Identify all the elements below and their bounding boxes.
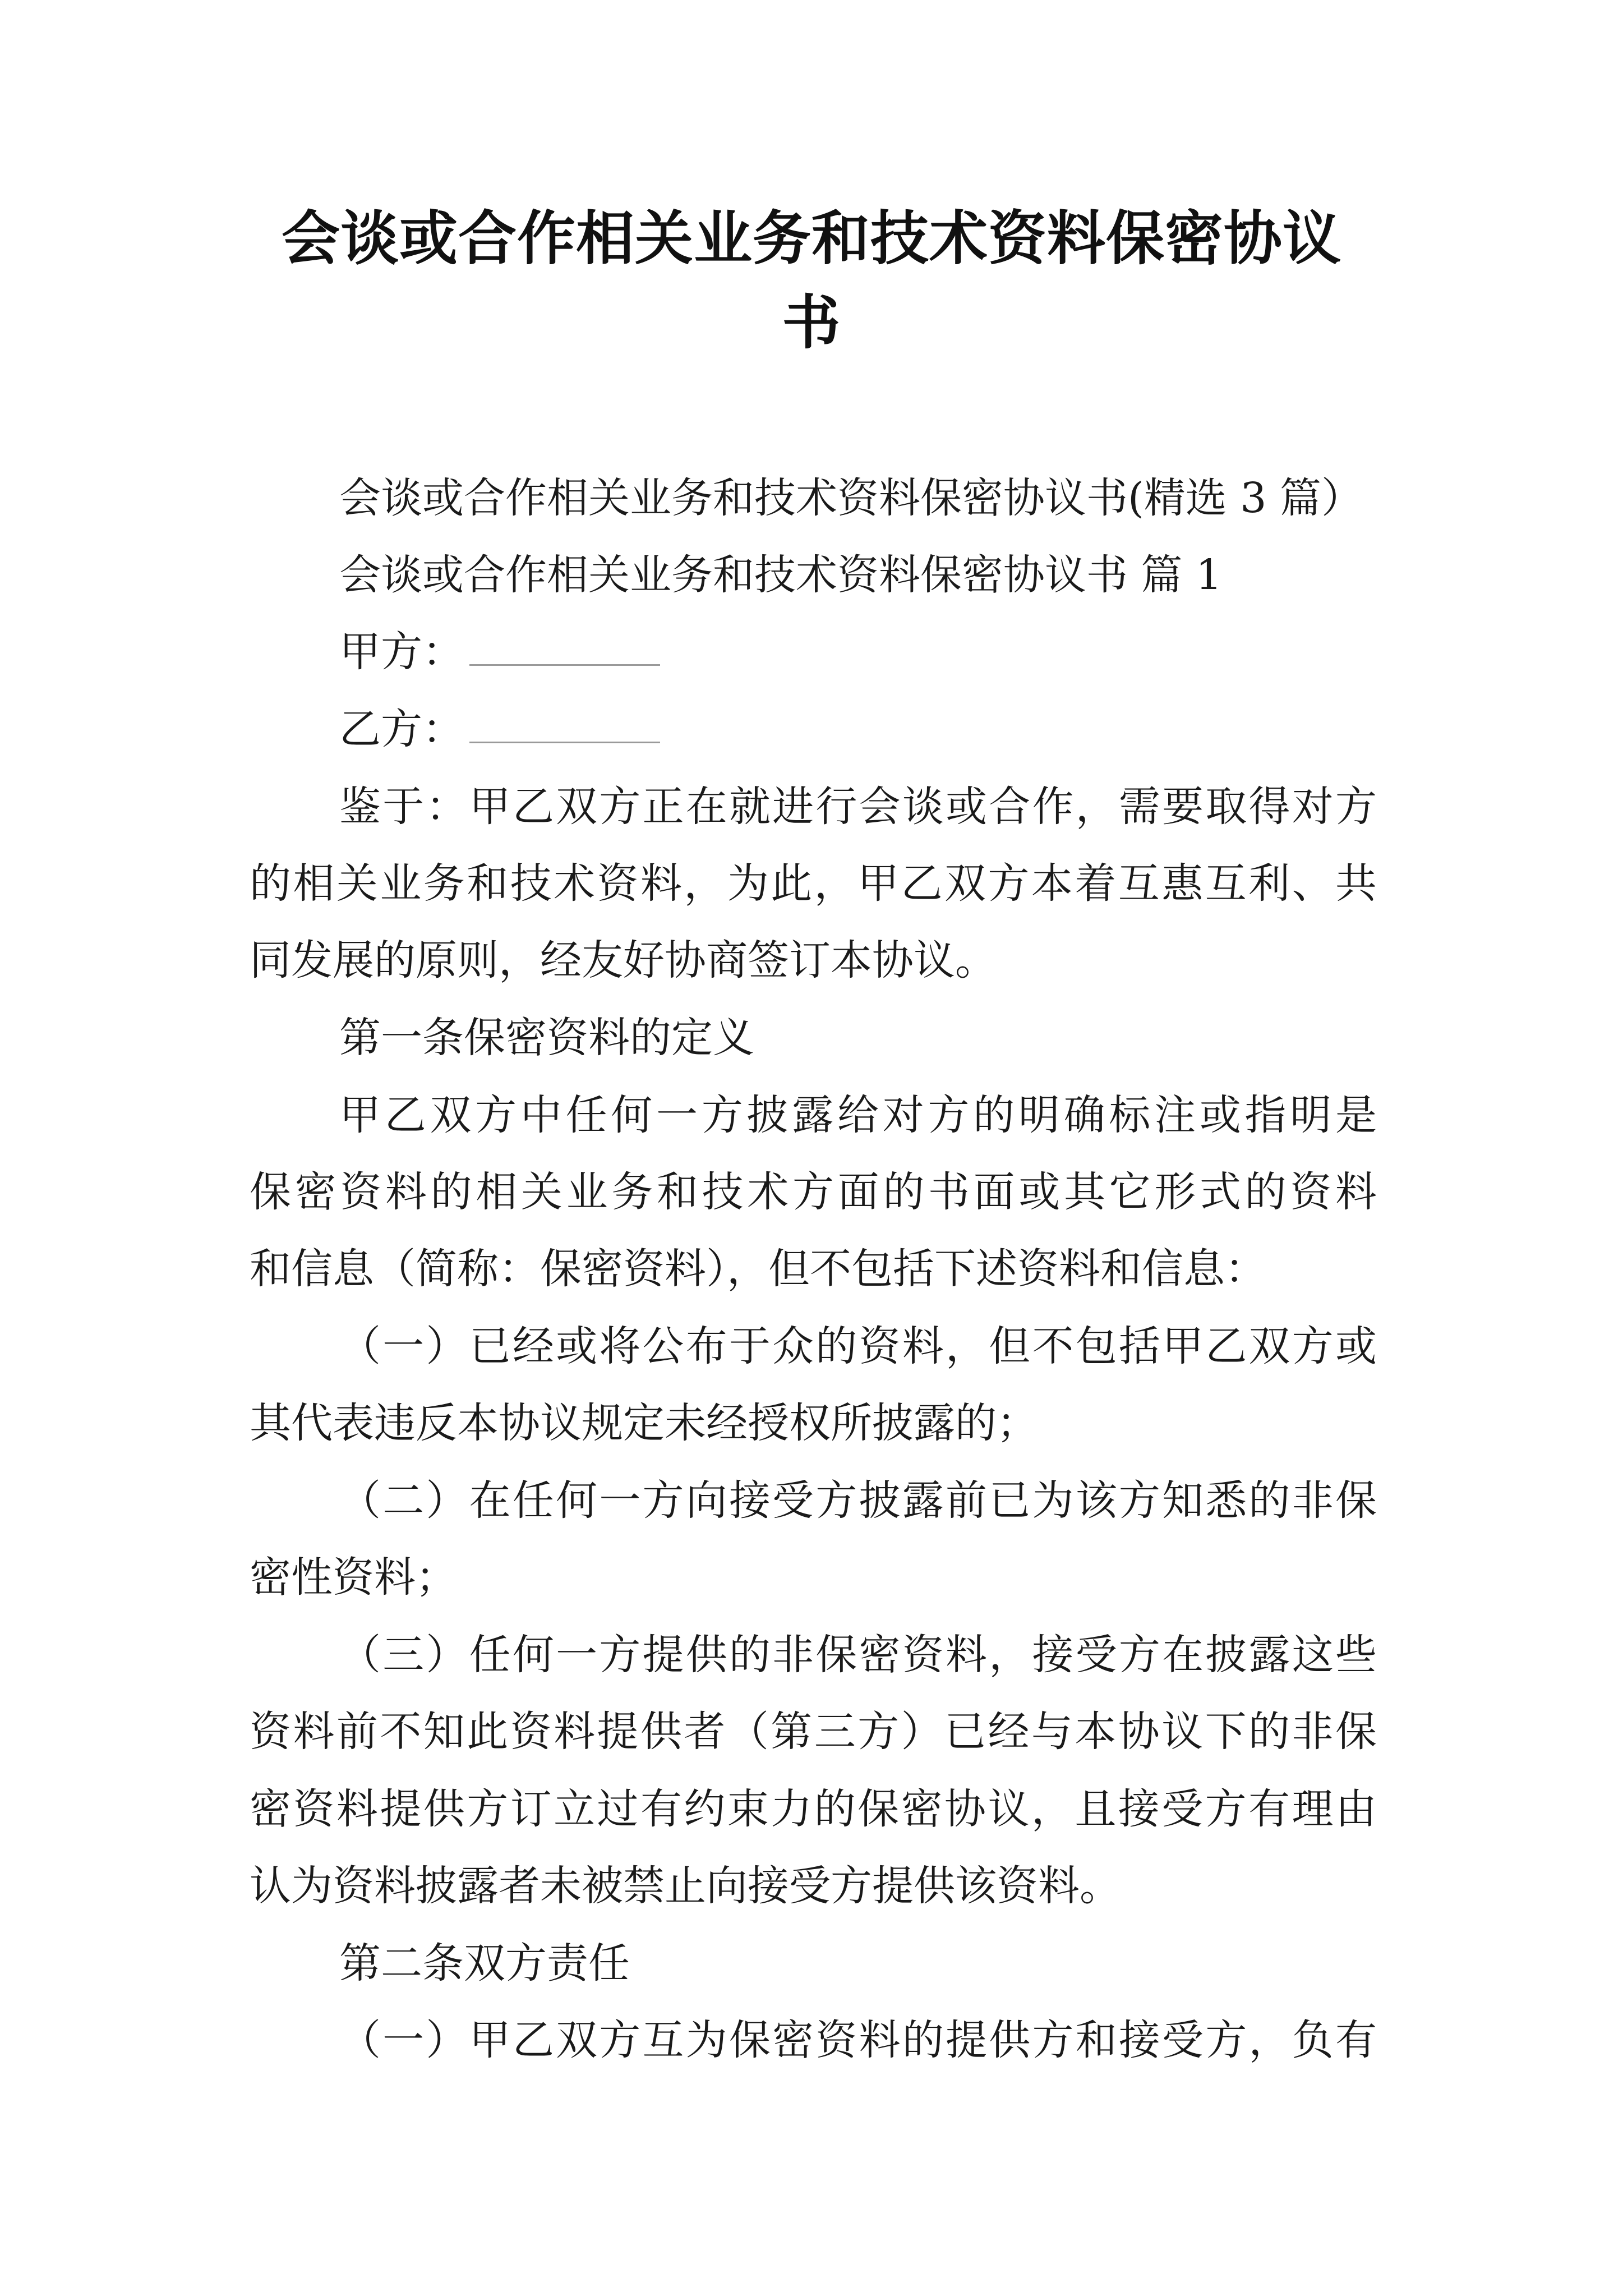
intro-heading: 会谈或合作相关业务和技术资料保密协议书(精选 3 篇） <box>339 474 1363 522</box>
article-1-heading: 第一条保密资料的定义 <box>339 1014 754 1062</box>
body-line: 鉴于：甲乙双方正在就进行会谈或合作，需要取得对方 <box>339 783 1377 831</box>
party-b-blank <box>469 707 660 743</box>
article-2-heading: 第二条双方责任 <box>339 1939 630 1987</box>
body-line: 密资料提供方订立过有约束力的保密协议，且接受方有理由 <box>250 1785 1377 1833</box>
party-b-line <box>339 701 660 757</box>
intro-subheading: 会谈或合作相关业务和技术资料保密协议书 篇 1 <box>339 551 1223 599</box>
document-title-line-2: 书 <box>782 288 841 357</box>
party-a-line <box>339 624 660 680</box>
party-b-label: 乙方： <box>339 705 464 753</box>
body-line: 其代表违反本协议规定未经授权所披露的； <box>250 1399 1038 1447</box>
body-line: 和信息（简称：保密资料），但不包括下述资料和信息： <box>250 1245 1266 1293</box>
body-line: （一）已经或将公布于众的资料，但不包括甲乙双方或 <box>339 1322 1377 1370</box>
body-line: （一）甲乙双方互为保密资料的提供方和接受方，负有 <box>339 2016 1377 2064</box>
body-line: 保密资料的相关业务和技术方面的书面或其它形式的资料 <box>250 1168 1377 1216</box>
document-title-line-1: 会谈或合作相关业务和技术资料保密协议 <box>281 204 1341 273</box>
body-line: 认为资料披露者未被禁止向接受方提供该资料。 <box>250 1862 1121 1910</box>
body-line: 资料前不知此资料提供者（第三方）已经与本协议下的非保 <box>250 1708 1377 1756</box>
body-line: （三）任何一方提供的非保密资料，接受方在披露这些 <box>339 1631 1377 1679</box>
body-line: （二）在任何一方向接受方披露前已为该方知悉的非保 <box>339 1476 1377 1525</box>
party-a-label: 甲方： <box>339 628 464 676</box>
party-a-blank <box>469 629 660 666</box>
body-line: 甲乙双方中任何一方披露给对方的明确标注或指明是 <box>339 1091 1377 1139</box>
body-line: 同发展的原则，经友好协商签订本协议。 <box>250 936 997 984</box>
body-line: 密性资料； <box>250 1553 457 1602</box>
body-line: 的相关业务和技术资料，为此，甲乙双方本着互惠互利、共 <box>250 859 1377 908</box>
